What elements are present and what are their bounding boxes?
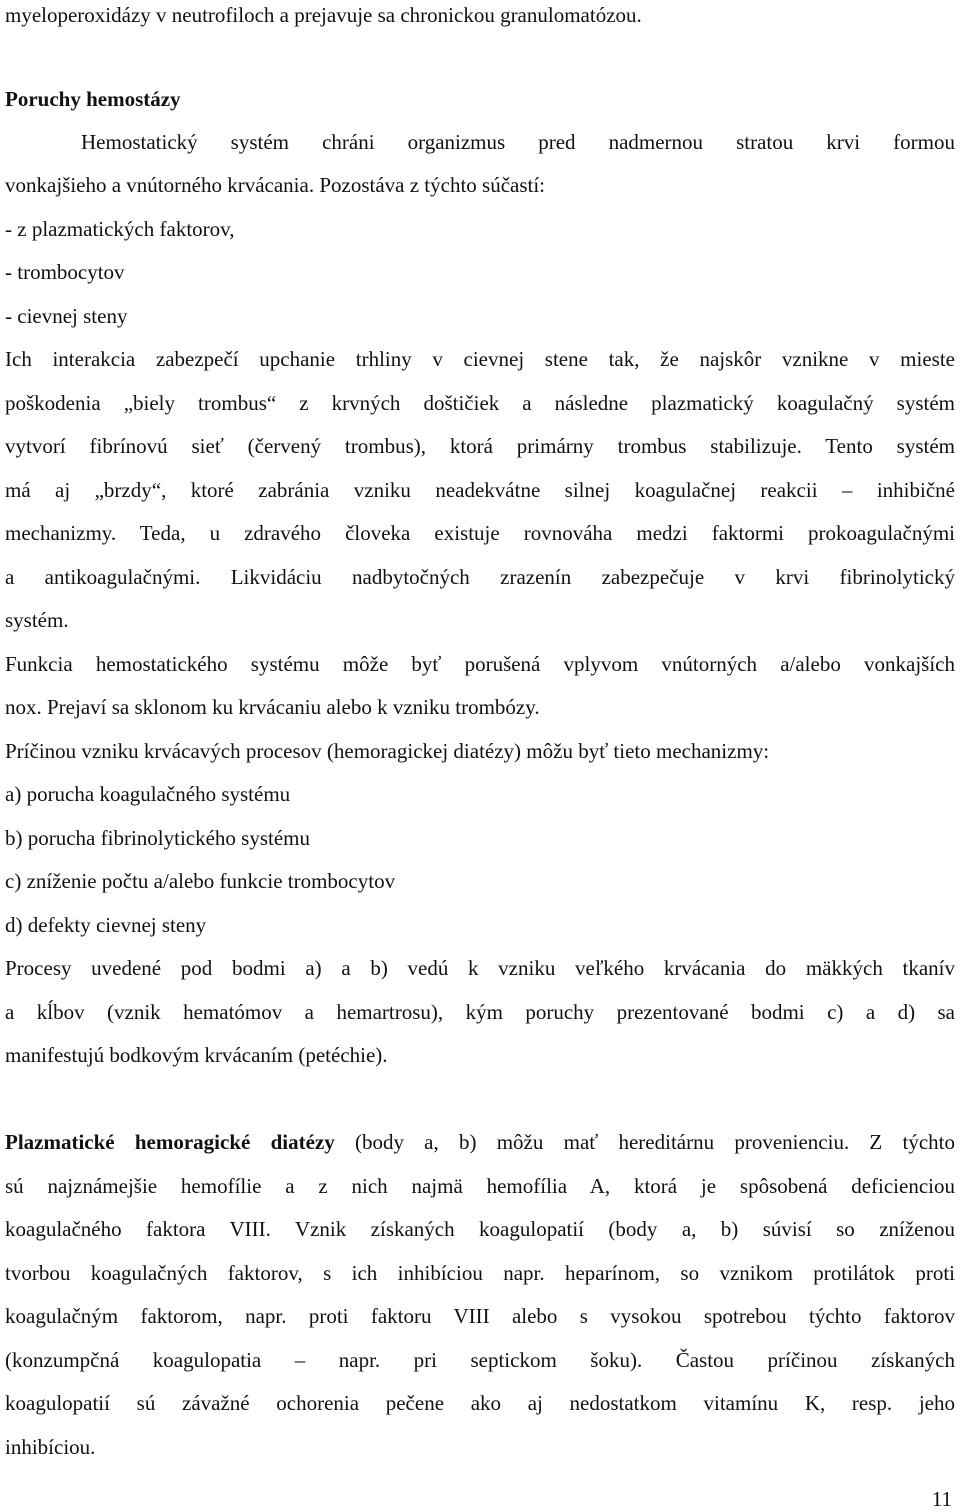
paragraph-line: a antikoagulačnými. Likvidáciu nadbytočných zrazenín zabezpečuje v krvi fibrinolytický	[5, 565, 955, 589]
paragraph-line: a kĺbov (vznik hematómov a hemartrosu), kým poruchy prezentované bodmi c) a d) sa	[5, 1000, 955, 1024]
component-item: - cievnej steny	[5, 304, 128, 328]
paragraph-line: poškodenia „biely trombus“ z krvných doštičiek a následne plazmatický koagulačný systém	[5, 391, 955, 415]
intro-line-2: vonkajšieho a vnútorného krvácania. Pozostáva z týchto súčastí:	[5, 173, 546, 197]
paragraph-line: Ich interakcia zabezpečí upchanie trhliny v cievnej stene tak, že najskôr vznikne v mieste	[5, 347, 955, 371]
causes-intro: Príčinou vzniku krvácavých procesov (hemoragickej diatézy) môžu byť tieto mechanizmy:	[5, 739, 770, 763]
paragraph-line: koagulačným faktorom, napr. proti faktoru VIII alebo s vysokou spotrebou týchto faktorov	[5, 1304, 955, 1328]
paragraph-line: inhibíciou.	[5, 1435, 96, 1459]
component-item: - trombocytov	[5, 260, 125, 284]
paragraph-line: koagulopatií sú závažné ochorenia pečene ako aj nedostatkom vitamínu K, resp. jeho	[5, 1391, 955, 1415]
section-heading	[5, 86, 955, 112]
top-line: myeloperoxidázy v neutrofiloch a prejavuje sa chronickou granulomatózou.	[5, 3, 642, 27]
cause-item: d) defekty cievnej steny	[5, 913, 207, 937]
paragraph-line: vytvorí fibrínovú sieť (červený trombus), ktorá primárny trombus stabilizuje. Tento systém	[5, 434, 955, 458]
paragraph-line: manifestujú bodkovým krvácaním (petéchie).	[5, 1043, 388, 1067]
plasmatic-line-rest: (body a, b) môžu mať hereditárnu provenienciu. Z týchto	[334, 1130, 955, 1154]
paragraph-line: tvorbou koagulačných faktorov, s ich inhibíciou napr. heparínom, so vznikom protilátok proti	[5, 1261, 955, 1285]
paragraph-line: mechanizmy. Teda, u zdravého človeka existuje rovnováha medzi faktormi prokoagulačnými	[5, 521, 955, 545]
cause-item: c) zníženie počtu a/alebo funkcie trombocytov	[5, 869, 396, 893]
plasmatic-bold-term: Plazmatické hemoragické diatézy	[5, 1130, 335, 1154]
paragraph-line: Procesy uvedené pod bodmi a) a b) vedú k vzniku veľkého krvácania do mäkkých tkanív	[5, 956, 955, 980]
paragraph-line: nox. Prejaví sa sklonom ku krvácaniu alebo k vzniku trombózy.	[5, 695, 540, 719]
heading-text: Poruchy hemostázy	[5, 87, 181, 111]
paragraph-line: má aj „brzdy“, ktoré zabránia vzniku neadekvátne silnej koagulačnej reakcii – inhibičné	[5, 478, 955, 502]
page-number: 11	[931, 1487, 952, 1511]
paragraph-line: koagulačného faktora VIII. Vznik získaných koagulopatií (body a, b) súvisí so zníženou	[5, 1217, 955, 1241]
plasmatic-first-line	[5, 1129, 955, 1155]
intro-line-1: Hemostatický systém chráni organizmus pred nadmernou stratou krvi formou	[81, 130, 955, 154]
component-item: - z plazmatických faktorov,	[5, 217, 235, 241]
paragraph-line: sú najznámejšie hemofílie a z nich najmä hemofília A, ktorá je spôsobená deficienciou	[5, 1174, 955, 1198]
cause-item: b) porucha fibrinolytického systému	[5, 826, 311, 850]
cause-item: a) porucha koagulačného systému	[5, 782, 291, 806]
paragraph-line: systém.	[5, 608, 69, 632]
paragraph-line: (konzumpčná koagulopatia – napr. pri septickom šoku). Častou príčinou získaných	[5, 1348, 955, 1372]
paragraph-line: Funkcia hemostatického systému môže byť porušená vplyvom vnútorných a/alebo vonkajších	[5, 652, 955, 676]
